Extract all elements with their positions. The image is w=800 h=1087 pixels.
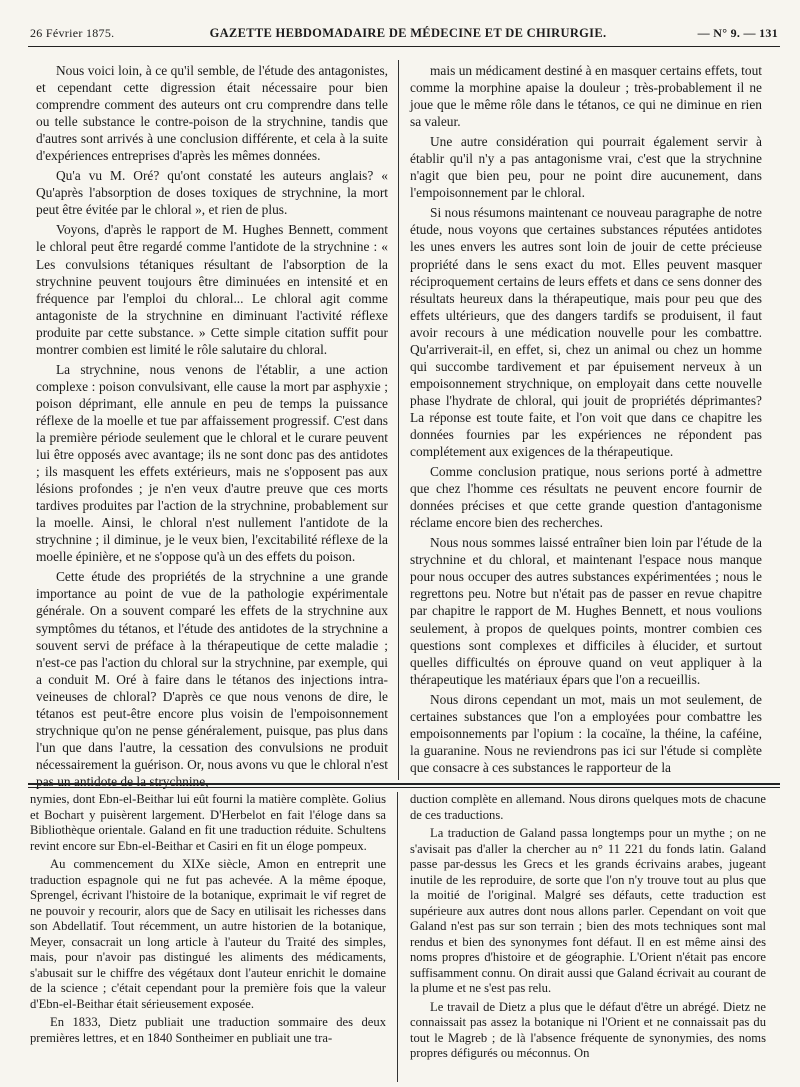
column-divider-bottom	[397, 792, 398, 1082]
paragraph: Nous nous sommes laissé entraîner bien loin par l'étude de la strychnine et du chloral, et maintenant l'espace nous manque pour nous occuper des autres substances expérimentées ; nous le regrettons peu. Notre but n'était pas de passer en revue chapitre par chapitre le rapport de M. Hughes Bennett, et nous voulions seulement, à propos de quelques points, montrer combien ces questions sont complexes et difficiles à élucider, et surtout quelles difficultés on éprouve quand on veut appliquer à la thérapeutique les matériaux épars que l'on a recueillis.	[410, 535, 762, 687]
column-divider	[398, 60, 399, 780]
paragraph: duction complète en allemand. Nous dirons quelques mots de chacune de ces traductions.	[410, 792, 766, 822]
paragraph: La strychnine, nous venons de l'établir, a une action complexe : poison convulsivant, elle cause la mort par asphyxie ; poison déprimant, elle annule en peu de temps la puissance réflexe de la moelle et tue par affaissement progressif. C'est dans la première période seulement que le chloral et le curare peuvent lui être opposés avec avantage; ils ne sont donc pas des antidotes ; ils masquent les effets extérieurs, mais ne s'opposent pas aux lésions profondes ; je n'en veux d'autre preuve que ces morts tardives produites par l'action de la strychnine, probablement sur la moelle. Ainsi, le chloral n'est nullement l'antidote de la strychnine ; il diminue, je le veux bien, l'excitabilité réflexe de la moelle épinière, et ne s'oppose qu'à un des effets du poison.	[36, 361, 388, 565]
paragraph: Comme conclusion pratique, nous serions porté à admettre que chez l'homme ces résultats ne peuvent encore fournir de données précises et que cette grande question d'antagonisme réclame encore bien des recherches.	[410, 464, 762, 531]
paragraph: Au commencement du XIXe siècle, Amon en entreprit une traduction espagnole qui ne fut pas achevée. A la même époque, Sprengel, écrivant l'histoire de la botanique, exprimait le vif regret de ne pouvoir y recourir, alors que de Sacy en utilisait les richesses dans son Abdellatif. Tout récemment, un autre historien de la botanique, Meyer, consacrait un long article à l'auteur du Traité des simples, mais, pour n'avoir pas distingué les aliments des médicaments, s'abusait sur le chiffre des végétaux dont l'auteur enrichit le domaine de la science ; c'était cependant pour la première fois que la valeur d'Ebn-el-Beithar était sérieusement exposée.	[30, 857, 386, 1011]
running-header	[30, 22, 778, 44]
paragraph: Nous voici loin, à ce qu'il semble, de l'étude des antagonistes, et cependant cette digression était nécessaire pour bien comprendre comment des auteurs ont cru comprendre dans telle ou telle substance le contre-poison de la strychnine, tandis que d'autres sont arrivés à une conclusion différente, et cela à la suite d'expériences entreprises d'après les mêmes données.	[36, 63, 388, 164]
top-right-column	[410, 62, 762, 780]
paragraph: mais un médicament destiné à en masquer certains effets, tout comme la morphine apaise la douleur ; très-probablement il ne joue que le même rôle dans le tétanos, ce qui ne diminue en rien sa valeur.	[410, 63, 762, 130]
page-number: — N° 9. — 131	[697, 26, 778, 40]
paragraph: Nous dirons cependant un mot, mais un mot seulement, de certaines substances que l'on a employées pour combattre les empoisonnements par l'opium : la cocaïne, la théine, la caféine, la guaranine. Nous ne reviendrons pas ici sur l'étude si complète que consacre à ces substances le rapporteur de la	[410, 691, 762, 775]
issue-date: 26 Février 1875.	[30, 26, 115, 40]
paragraph: Si nous résumons maintenant ce nouveau paragraphe de notre étude, nous voyons que certaines substances réputées antidotes les unes envers les autres sont loin de jouir de cette précieuse propriété dans le sens exact du mot. Elles peuvent masquer réciproquement certains de leurs effets et dans ce sens donner des résultats heureux dans la thérapeutique, mais pour peu que des effets ultérieurs, que des dangers tardifs se produisent, il faut avoir recours à une médication nouvelle pour les combattre. Qu'arriverait-il, en effet, si, chez un animal ou chez un homme qui succombe tardivement et par épuisement nerveux à un empoisonnement strychnique, on employait dans cette nouvelle phase l'hydrate de chloral, qui jouit de propriétés déprimantes? La réponse est toute faite, et l'on voit que dans ce chapitre les données fournies par les expériences ne répondent pas complétement aux exigences de la thérapeutique.	[410, 205, 762, 460]
paragraph: Qu'a vu M. Oré? qu'ont constaté les auteurs anglais? « Qu'après l'absorption de doses toxiques de strychnine, la mort peut être évitée par le chloral », et rien de plus.	[36, 168, 388, 218]
paragraph: Voyons, d'après le rapport de M. Hughes Bennett, comment le chloral peut être regardé comme l'antidote de la strychnine : « Les convulsions tétaniques résultant de l'absorption de la strychnine peuvent toujours être diminuées en intensité et en fréquence par l'emploi du chloral... Le chloral agit comme antagoniste de la strychnine en diminuant l'activité réflexe produite par cette substance. » Cette simple citation suffit pour montrer combien est limité le rôle salutaire du chloral.	[36, 222, 388, 357]
journal-title: GAZETTE HEBDOMADAIRE DE MÉDECINE ET DE CHIRURGIE.	[209, 26, 607, 40]
paragraph: nymies, dont Ebn-el-Beithar lui eût fourni la matière complète. Golius et Bochart y puisèrent largement. D'Herbelot en fait l'éloge dans sa Bibliothèque orientale. Galand en fit une traduction réduite. Schultens revint encore sur Ebn-el-Beithar et Casiri en fit un éloge pompeux.	[30, 792, 386, 853]
paragraph: Cette étude des propriétés de la strychnine a une grande importance au point de vue de la pathologie expérimentale générale. On a souvent comparé les effets de la strychnine aux symptômes du tétanos, et l'étude des antidotes de la strychnine a souvent servi de préface à la thérapeutique de cette maladie ; n'est-ce pas l'action du chloral sur la strychnine, par exemple, qui a conduit M. Oré à faire dans le tétanos des injections intra-veineuses de chloral? D'après ce que nous venons de dire, le tétanos est peut-être encore plus voisin de l'empoisonnement strychnique qu'on ne pense généralement, puisque, pas plus dans l'un que dans l'autre, la cessation des convulsions ne produit nécessairement la guérison. Or, nous avons vu que le chloral n'est pas un antidote de la strychnine,	[36, 569, 388, 789]
top-left-column	[36, 62, 388, 789]
paragraph: Le travail de Dietz a plus que le défaut d'être un abrégé. Dietz ne connaissait pas assez la botanique ni l'Orient et ne connaissait pas du tout le Magreb ; de là l'absence fréquente de synonymies, des noms propres défigurés ou méconnus. On	[410, 999, 766, 1060]
paragraph: Une autre considération qui pourrait également servir à établir qu'il n'y a pas antagonisme vrai, c'est que la strychnine n'agit que bien peu, pour ne point dire aucunement, dans l'empoisonnement par le chloral.	[410, 134, 762, 201]
paragraph: La traduction de Galand passa longtemps pour un mythe ; on ne s'avisait pas d'aller la chercher au n° 11 221 du fonds latin. Galand passe par-dessus les Grecs et les grands écrivains arabes, jugeant inutile de les reproduire, de sorte que l'on n'y trouve tout au plus que la moitié de l'original. Malgré ses défauts, cette traduction est supérieure aux autres dont nous allons parler. Cependant on voit que Galand n'est pas sur son terrain ; bien des mots techniques sont mal rendus et bien des synonymes font défaut. Il en est même ainsi des noms propres d'histoire et de géographie. L'Orient n'était pas encore suffisamment connu. On dirait aussi que Galand écrivait au courant de la plume et ne s'est pas relu.	[410, 826, 766, 995]
feuilleton-rule	[28, 783, 780, 785]
header-rule	[28, 46, 780, 47]
bottom-left-column	[30, 792, 386, 1082]
paragraph: En 1833, Dietz publiait une traduction sommaire des deux premières lettres, et en 1840 Sontheimer en publiait une tra-	[30, 1015, 386, 1045]
bottom-right-column	[410, 792, 766, 1082]
feuilleton-rule-thin	[28, 787, 780, 788]
